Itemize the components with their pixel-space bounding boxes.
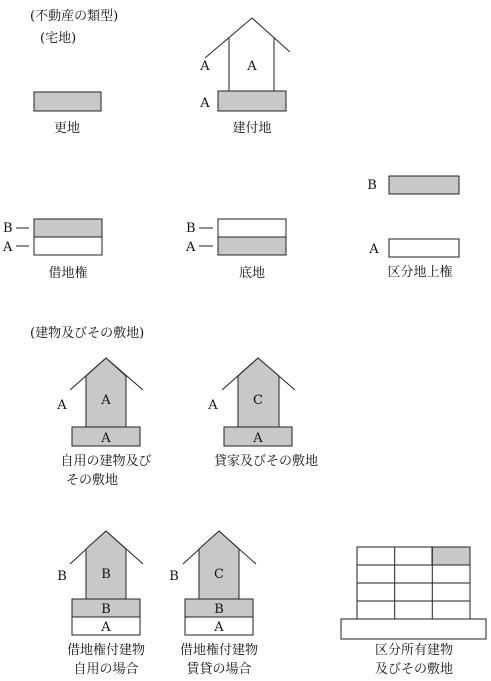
sectional-superficies-figure — [367, 176, 459, 280]
caption-line2: その敷地 — [65, 473, 119, 488]
land-with-building-figure — [199, 18, 290, 136]
heading-types: (不動産の類型) — [30, 9, 119, 24]
leasehold-rect — [34, 219, 102, 237]
label-b: B — [367, 178, 377, 193]
leasehold-figure — [2, 219, 102, 281]
caption-leasehold: 借地権 — [48, 266, 88, 281]
caption-line2: 自用の場合 — [73, 662, 139, 677]
condominium-figure — [341, 547, 486, 677]
caption-line2: 及びその敷地 — [374, 662, 454, 677]
caption-line2: 賃貸の場合 — [186, 662, 252, 677]
owner-occupied-building-figure — [56, 358, 151, 488]
side-label-land: A — [200, 96, 210, 111]
side-label: A — [57, 398, 67, 413]
caption-rental: 貸家及びその敷地 — [213, 454, 319, 469]
side-label: A — [208, 398, 218, 413]
leased-land-figure — [185, 219, 286, 281]
label-a: A — [369, 242, 379, 257]
land-label: A — [214, 620, 224, 635]
leasehold-building-owner-figure — [57, 531, 145, 677]
label-a: A — [3, 240, 13, 255]
roof — [205, 18, 290, 58]
land-label: A — [253, 431, 263, 446]
caption-line1: 借地権付建物 — [179, 643, 259, 658]
caption-leased-land: 底地 — [238, 266, 266, 281]
caption-sectional-superficies: 区分地上権 — [387, 265, 453, 280]
caption-line1: 借地権付建物 — [66, 643, 146, 658]
rental-building-figure — [207, 358, 318, 469]
owned-unit — [432, 547, 470, 565]
label-a: A — [186, 240, 196, 255]
leasehold-label: B — [214, 602, 224, 617]
building-label: A — [247, 59, 257, 74]
side-label: B — [169, 569, 179, 584]
leasehold-rect — [218, 219, 286, 237]
land-rect — [34, 237, 102, 255]
superficies-rect — [389, 176, 459, 194]
land-label: A — [101, 620, 111, 635]
vacant-land-figure — [34, 92, 101, 136]
leasehold-building-rental-figure — [169, 531, 258, 677]
building-shape — [86, 531, 126, 599]
caption-line1: 自用の建物及び — [60, 454, 152, 469]
building-shape — [199, 531, 239, 599]
land-label: A — [101, 431, 111, 446]
label-b: B — [3, 221, 13, 236]
land-rect — [34, 92, 101, 111]
heading-residential-land: (宅地) — [40, 31, 77, 46]
land-rect — [389, 239, 459, 257]
land-rect — [218, 91, 286, 111]
caption-land-with-building: 建付地 — [232, 121, 272, 136]
building-label: C — [253, 393, 263, 408]
building-label: C — [214, 567, 224, 582]
land-rect — [218, 237, 286, 255]
side-label-building: A — [200, 59, 210, 74]
caption-line1: 区分所有建物 — [374, 643, 454, 658]
building-label: A — [101, 393, 111, 408]
label-b: B — [186, 221, 196, 236]
building-label: B — [101, 567, 111, 582]
heading-building-and-site: (建物及びその敷地) — [30, 326, 145, 341]
site-rect — [341, 619, 486, 639]
side-label: B — [57, 569, 67, 584]
caption-vacant-land: 更地 — [53, 121, 81, 136]
leasehold-label: B — [101, 602, 111, 617]
